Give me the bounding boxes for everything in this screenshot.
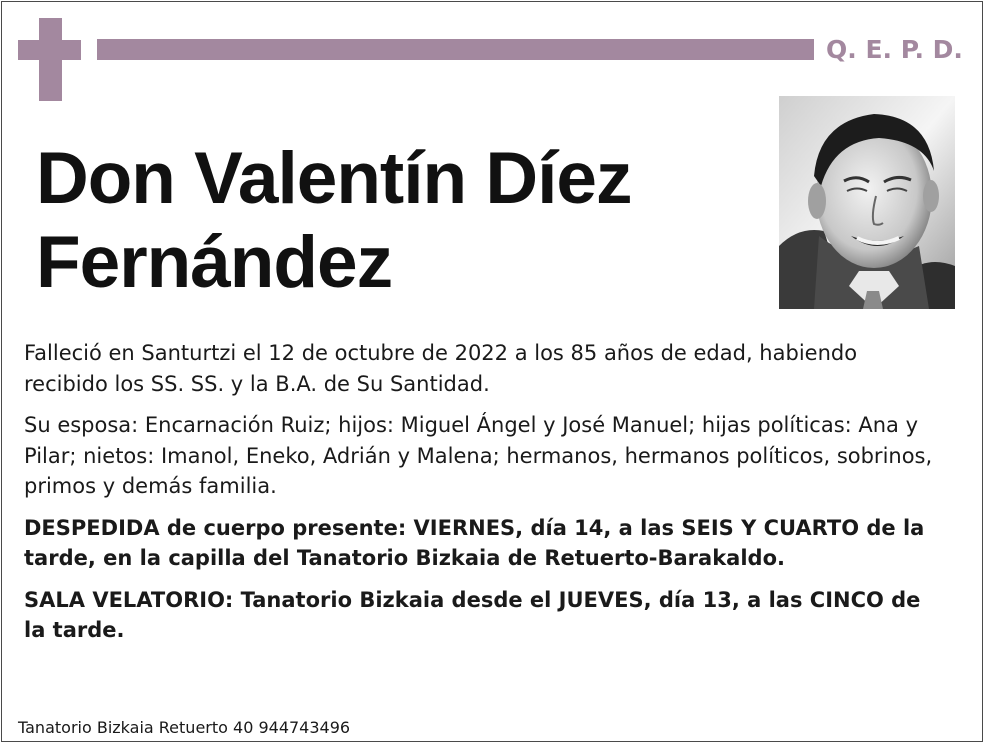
- cross-horizontal-bar: [18, 40, 81, 60]
- deceased-portrait: [779, 96, 955, 309]
- portrait-image: [779, 96, 955, 309]
- family-paragraph: Su esposa: Encarnación Ruiz; hijos: Miguel Ángel y José Manuel; hijas políticas: Ana y Pilar; nietos: Imanol, Eneko, Adrián y Malena; hermanos, hermanos políticos, sobrinos, primos y demás familia.: [24, 413, 933, 498]
- wake-paragraph: SALA VELATORIO: Tanatorio Bizkaia desde el JUEVES, día 13, a las CINCO de la tarde.: [24, 587, 921, 642]
- funeral-home-contact: Tanatorio Bizkaia Retuerto 40 944743496: [18, 718, 351, 737]
- deceased-name: Don Valentín Díez Fernández: [36, 138, 632, 303]
- obituary-body: [24, 338, 944, 657]
- qepd-label: Q. E. P. D.: [826, 35, 963, 64]
- death-notice-paragraph: Falleció en Santurtzi el 12 de octubre de 2022 a los 85 años de edad, habiendo recibido los SS. SS. y la B.A. de Su Santidad.: [24, 341, 858, 396]
- farewell-paragraph: DESPEDIDA de cuerpo presente: VIERNES, día 14, a las SEIS Y CUARTO de la tarde, en la capilla del Tanatorio Bizkaia de Retuerto-Barakaldo.: [24, 515, 925, 570]
- header-divider-bar: [97, 39, 814, 60]
